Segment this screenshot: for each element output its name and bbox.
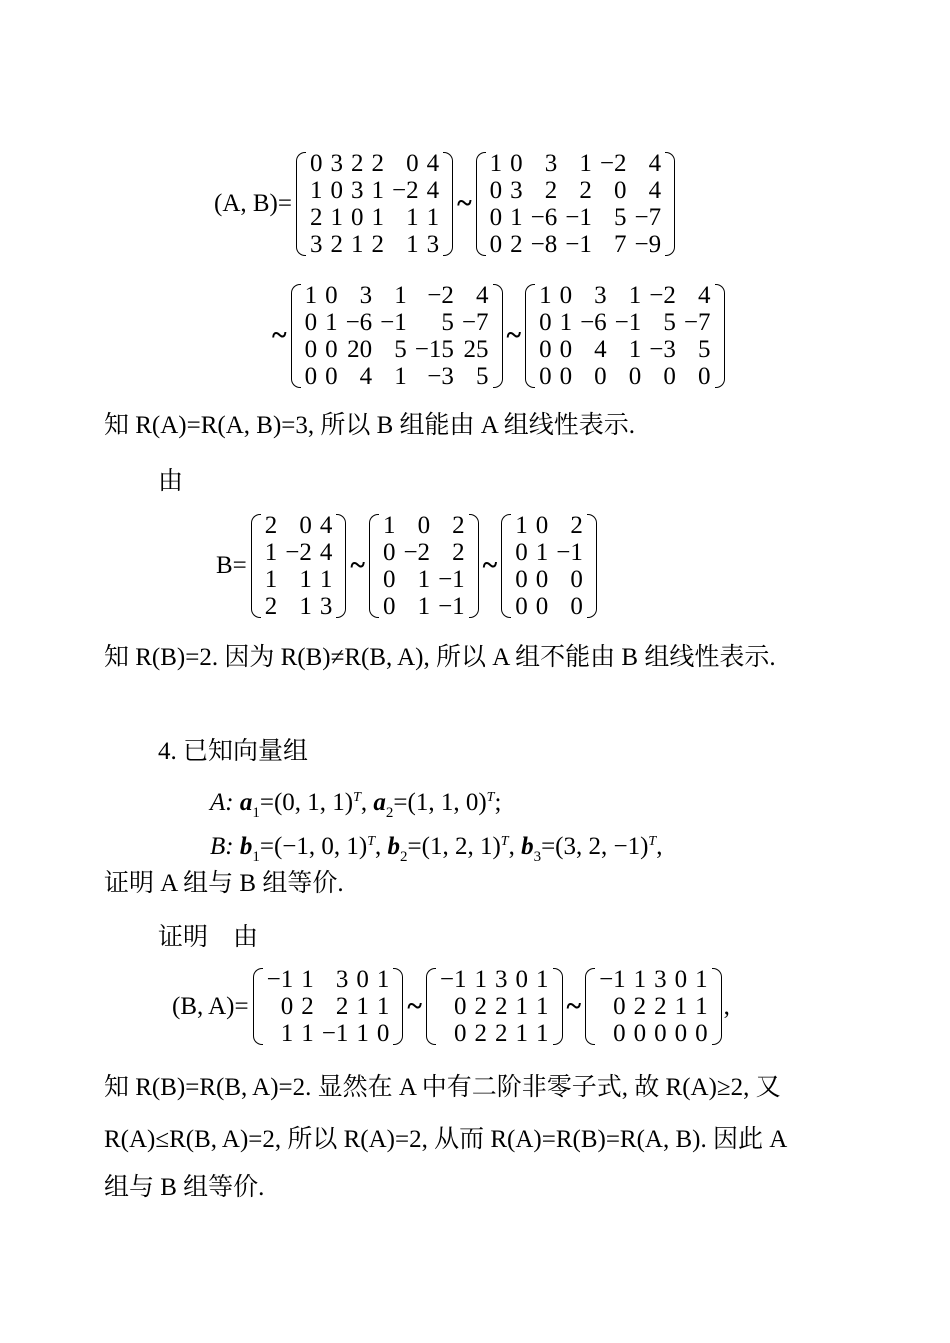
- b1-subscript: 1: [252, 849, 260, 865]
- matrix-entry: −1: [599, 966, 626, 993]
- matrix-entry: 0: [350, 204, 364, 231]
- matrix-entry: 0: [309, 150, 323, 177]
- tilde-symbol: ~: [350, 550, 365, 581]
- matrix-entry: −7: [461, 309, 489, 336]
- matrix-entry: 1: [426, 204, 440, 231]
- matrix-entry: 5: [394, 336, 407, 363]
- matrix-entry: 1: [309, 177, 323, 204]
- matrix-entry: −1: [438, 593, 465, 620]
- matrix-entry: 2: [264, 512, 278, 539]
- matrix-table: [486, 150, 665, 258]
- a1-value: =(0, 1, 1): [259, 789, 354, 816]
- matrix-row: [379, 539, 469, 566]
- matrix-entry: 0: [356, 966, 369, 993]
- matrix-entry: 4: [359, 363, 373, 390]
- group-a-label: A:: [210, 789, 234, 816]
- matrix-row: [261, 566, 337, 593]
- transpose-mark: T: [367, 834, 376, 849]
- matrix-row: [511, 539, 587, 566]
- matrix-entry: 0: [515, 593, 528, 620]
- b3-subscript: 3: [533, 849, 542, 865]
- matrix-entry: 1: [299, 566, 312, 593]
- tilde-symbol: ~: [482, 550, 498, 581]
- matrix-entry: −1: [556, 539, 583, 566]
- matrix-entry: 1: [376, 993, 390, 1020]
- matrix-entry: 2: [633, 993, 647, 1020]
- matrix-entry: 1: [674, 993, 688, 1020]
- matrix-entry: 3: [594, 282, 607, 309]
- matrix-entry: −6: [530, 204, 558, 231]
- matrix-entry: 0: [698, 363, 711, 390]
- lhs-ba: (B, A)=: [172, 992, 249, 1020]
- matrix-entry: 3: [335, 966, 349, 993]
- matrix-row: [263, 1020, 394, 1047]
- matrix-entry: −3: [649, 336, 676, 363]
- matrix-entry: 0: [304, 309, 318, 336]
- matrix-row: [301, 363, 493, 390]
- matrix-entry: −2: [599, 150, 627, 177]
- matrix-entry: 1: [350, 231, 364, 258]
- matrix-table: [436, 966, 553, 1047]
- tilde-symbol: ~: [457, 188, 472, 219]
- vector-b2: b: [387, 833, 401, 860]
- matrix-entry: 1: [299, 593, 312, 620]
- paragraph-you: 由: [158, 468, 184, 495]
- matrix-entry: 4: [648, 177, 662, 204]
- matrix-entry: 1: [325, 309, 338, 336]
- matrix-entry: 0: [454, 1020, 467, 1047]
- matrix-entry: 0: [539, 363, 552, 390]
- matrix-row: [261, 512, 337, 539]
- matrix: [585, 966, 722, 1047]
- matrix-entry: 0: [304, 336, 318, 363]
- lhs-ab: (A, B)=: [214, 190, 292, 217]
- matrix-entry: 1: [264, 566, 278, 593]
- matrix-entry: 1: [280, 1020, 294, 1047]
- matrix-entry: 4: [648, 150, 662, 177]
- matrix-row: [436, 966, 553, 993]
- matrix-entry: 0: [382, 566, 396, 593]
- matrix-entry: −2: [403, 539, 431, 566]
- matrix: [291, 282, 503, 390]
- matrix-entry: 0: [304, 363, 318, 390]
- matrix-entry: 0: [674, 966, 688, 993]
- matrix-entry: 2: [330, 231, 343, 258]
- transpose-mark: T: [648, 834, 657, 849]
- matrix-entry: 3: [495, 966, 508, 993]
- matrix-entry: −8: [530, 231, 558, 258]
- matrix-row: [486, 150, 665, 177]
- matrix-entry: 1: [628, 336, 642, 363]
- matrix-entry: 4: [319, 512, 333, 539]
- vector-a1: a: [239, 789, 253, 816]
- matrix-entry: 1: [515, 1020, 528, 1047]
- matrix-row: [301, 336, 493, 363]
- matrix-entry: 0: [325, 363, 338, 390]
- matrix: [525, 282, 724, 390]
- matrix-entry: 1: [489, 150, 503, 177]
- matrix-entry: 0: [663, 363, 676, 390]
- matrix-entry: 0: [654, 1020, 667, 1047]
- matrix-entry: 5: [476, 363, 489, 390]
- matrix-entry: 1: [406, 231, 419, 258]
- lhs-b: B=: [216, 552, 247, 579]
- matrix-row: [379, 566, 469, 593]
- paragraph-rank-b: 知 R(B)=2. 因为 R(B)≠R(B, A), 所以 A 组不能由 B 组线性表示.: [104, 644, 776, 671]
- matrix-entry: −1: [438, 566, 465, 593]
- matrix-entry: 2: [544, 177, 558, 204]
- matrix-entry: −7: [634, 204, 662, 231]
- matrix-entry: 1: [633, 966, 647, 993]
- matrix-entry: 3: [510, 177, 523, 204]
- matrix-entry: 0: [382, 593, 396, 620]
- problem-4-title: [158, 736, 308, 768]
- matrix-entry: 2: [495, 993, 508, 1020]
- matrix-entry: 3: [359, 282, 373, 309]
- matrix-entry: 1: [371, 204, 384, 231]
- matrix-entry: 1: [536, 993, 549, 1020]
- matrix-row: [261, 593, 337, 620]
- matrix-row: [301, 282, 493, 309]
- matrix-entry: 0: [633, 1020, 647, 1047]
- matrix-row: [486, 177, 665, 204]
- problem-title: 已知向量组: [183, 738, 309, 765]
- matrix-entry: 3: [319, 593, 333, 620]
- matrix-entry: 0: [417, 512, 431, 539]
- vector-a2: a: [373, 789, 386, 816]
- a1-subscript: 1: [252, 805, 260, 821]
- matrix-row: [595, 993, 712, 1020]
- matrix-entry: 0: [613, 177, 627, 204]
- matrix-entry: 0: [535, 593, 549, 620]
- matrix-entry: 1: [406, 204, 419, 231]
- matrix-entry: −2: [285, 539, 312, 566]
- matrix-table: [263, 966, 394, 1047]
- matrix-table: [511, 512, 587, 620]
- matrix-entry: 0: [406, 150, 419, 177]
- matrix-entry: 25: [463, 336, 489, 363]
- matrix-row: [595, 1020, 712, 1047]
- matrix-entry: −1: [565, 204, 592, 231]
- matrix-entry: 0: [695, 1020, 708, 1047]
- matrix-entry: 1: [356, 1020, 369, 1047]
- matrix-entry: 2: [579, 177, 592, 204]
- matrix-entry: 2: [301, 993, 314, 1020]
- matrix-table: [379, 512, 469, 620]
- matrix-entry: −6: [580, 309, 607, 336]
- matrix-row: [595, 966, 712, 993]
- matrix-entry: −15: [414, 336, 454, 363]
- matrix-row: [379, 512, 469, 539]
- tilde-symbol: ~: [407, 990, 422, 1022]
- matrix-row: [379, 593, 469, 620]
- b1-value: =(−1, 0, 1): [259, 833, 368, 860]
- matrix-entry: 1: [695, 993, 708, 1020]
- matrix-entry: 1: [510, 204, 523, 231]
- matrix-entry: 0: [570, 566, 583, 593]
- vector-group-a: A: $a_1=(0$, 1, 1)$^T$, $a_2=(1$, 1, 0)$^T$;: [210, 789, 502, 821]
- matrix-entry: 1: [264, 539, 278, 566]
- matrix-entry: 1: [515, 512, 528, 539]
- matrix-entry: −1: [614, 309, 642, 336]
- matrix-row: [301, 309, 493, 336]
- b3-value: =(3, 2, −1): [541, 833, 649, 860]
- matrix-entry: 2: [335, 993, 349, 1020]
- transpose-mark: T: [486, 790, 495, 805]
- matrix-entry: −1: [439, 966, 467, 993]
- matrix-entry: 0: [535, 512, 549, 539]
- matrix-entry: −1: [266, 966, 294, 993]
- matrix-entry: 2: [654, 993, 667, 1020]
- matrix-entry: 0: [325, 336, 338, 363]
- vector-b1: b: [239, 833, 253, 860]
- matrix-entry: 0: [330, 177, 343, 204]
- paragraph-conclusion-line2: R(A)≤R(B, A)=2, 所以 R(A)=2, 从而 R(A)=R(B)=R(A, B). 因此 A: [104, 1126, 788, 1153]
- matrix-entry: 0: [515, 566, 528, 593]
- matrix-entry: 2: [452, 539, 465, 566]
- matrix-entry: −1: [380, 309, 407, 336]
- matrix-entry: 0: [674, 1020, 688, 1047]
- matrix-entry: 2: [474, 1020, 487, 1047]
- problem-statement: 证明 A 组与 B 组等价.: [104, 870, 344, 897]
- matrix-entry: 4: [594, 336, 607, 363]
- a2-value: =(1, 1, 0): [393, 789, 487, 816]
- group-b-label: B:: [210, 833, 234, 860]
- b2-value: =(1, 2, 1): [407, 833, 501, 860]
- matrix-row: [306, 177, 443, 204]
- matrix-entry: 0: [559, 363, 573, 390]
- matrix-entry: 1: [559, 309, 573, 336]
- matrix-entry: 3: [544, 150, 558, 177]
- matrix-entry: 4: [698, 282, 711, 309]
- matrix-entry: 1: [535, 539, 549, 566]
- matrix-entry: 2: [264, 593, 278, 620]
- matrix-entry: 1: [304, 282, 318, 309]
- matrix-entry: 2: [570, 512, 583, 539]
- matrix-entry: −3: [427, 363, 454, 390]
- matrix-entry: 2: [495, 1020, 508, 1047]
- matrix-entry: 20: [347, 336, 373, 363]
- matrix-entry: 2: [474, 993, 487, 1020]
- matrix-row: [261, 539, 337, 566]
- b2-subscript: 2: [400, 849, 408, 865]
- matrix-row: [535, 336, 714, 363]
- matrix-equation-ab-row2: [268, 282, 725, 390]
- matrix-row: [436, 993, 553, 1020]
- matrix-entry: −7: [683, 309, 711, 336]
- matrix-entry: 0: [515, 966, 528, 993]
- matrix-entry: 0: [299, 512, 312, 539]
- matrix-entry: 0: [280, 993, 294, 1020]
- matrix: [501, 512, 597, 620]
- matrix-entry: 1: [330, 204, 343, 231]
- matrix-entry: 4: [426, 177, 440, 204]
- matrix-entry: 1: [301, 1020, 314, 1047]
- matrix-table: [306, 150, 443, 258]
- matrix-entry: 4: [476, 282, 489, 309]
- matrix-table: [301, 282, 493, 390]
- matrix-row: [486, 231, 665, 258]
- matrix-entry: 2: [309, 204, 323, 231]
- matrix-equation-ba: [172, 966, 730, 1047]
- matrix-entry: 0: [539, 309, 552, 336]
- matrix: [251, 512, 347, 620]
- matrix-entry: 1: [579, 150, 592, 177]
- matrix: [426, 966, 563, 1047]
- matrix-entry: 1: [417, 566, 431, 593]
- matrix-entry: 1: [319, 566, 333, 593]
- matrix-entry: −2: [427, 282, 454, 309]
- matrix-entry: 1: [394, 282, 407, 309]
- matrix-entry: 2: [510, 231, 523, 258]
- matrix-entry: 1: [301, 966, 314, 993]
- matrix-entry: −1: [321, 1020, 349, 1047]
- matrix: [369, 512, 479, 620]
- matrix-entry: 0: [489, 231, 503, 258]
- matrix: [296, 150, 453, 258]
- matrix-entry: 0: [489, 177, 503, 204]
- line-b-end: ,: [656, 833, 663, 860]
- matrix-row: [511, 566, 587, 593]
- matrix-entry: 0: [489, 204, 503, 231]
- matrix-entry: 0: [376, 1020, 390, 1047]
- line-a-end: ;: [494, 789, 502, 816]
- matrix-entry: 0: [570, 593, 583, 620]
- proof-heading: 证明 由: [158, 924, 259, 951]
- matrix-entry: 5: [663, 309, 676, 336]
- matrix-entry: 0: [559, 282, 573, 309]
- matrix: [476, 150, 675, 258]
- matrix-entry: 1: [515, 993, 528, 1020]
- matrix-row: [486, 204, 665, 231]
- paragraph-conclusion-line3: 组与 B 组等价.: [104, 1174, 265, 1201]
- matrix-row: [535, 363, 714, 390]
- matrix-row: [263, 966, 394, 993]
- matrix-entry: 0: [613, 1020, 626, 1047]
- matrix-entry: 2: [452, 512, 465, 539]
- matrix-entry: 1: [371, 177, 384, 204]
- matrix-entry: 1: [356, 993, 369, 1020]
- matrix-entry: 3: [309, 231, 323, 258]
- matrix-entry: 1: [695, 966, 708, 993]
- matrix-row: [436, 1020, 553, 1047]
- matrix-entry: 3: [350, 177, 364, 204]
- paragraph-conclusion-line1: 知 R(B)=R(B, A)=2. 显然在 A 中有二阶非零子式, 故 R(A)≥2, 又: [104, 1074, 781, 1101]
- vector-b3: b: [521, 833, 534, 860]
- matrix-entry: 5: [613, 204, 627, 231]
- matrix-entry: 1: [394, 363, 407, 390]
- matrix-row: [306, 150, 443, 177]
- tilde-symbol: ~: [506, 320, 522, 351]
- matrix-entry: 2: [350, 150, 364, 177]
- matrix-entry: 0: [594, 363, 607, 390]
- matrix-entry: 3: [654, 966, 667, 993]
- matrix: [253, 966, 404, 1047]
- matrix-entry: 0: [539, 336, 552, 363]
- matrix-entry: 7: [613, 231, 627, 258]
- a2-subscript: 2: [385, 805, 394, 821]
- matrix-entry: 3: [330, 150, 343, 177]
- matrix-entry: 4: [319, 539, 333, 566]
- matrix-entry: −6: [345, 309, 373, 336]
- trailing-comma: ,: [723, 992, 730, 1020]
- matrix-entry: 0: [613, 993, 626, 1020]
- matrix-table: [261, 512, 337, 620]
- problem-number: 4.: [158, 738, 177, 765]
- matrix-equation-b: [216, 512, 597, 620]
- matrix-entry: 0: [515, 539, 528, 566]
- matrix-entry: −9: [634, 231, 662, 258]
- matrix-row: [535, 309, 714, 336]
- matrix-entry: 0: [559, 336, 573, 363]
- matrix-row: [306, 231, 443, 258]
- matrix-table: [535, 282, 714, 390]
- matrix-entry: −2: [649, 282, 676, 309]
- tilde-symbol: ~: [272, 320, 287, 351]
- matrix-entry: 1: [628, 282, 642, 309]
- matrix-table: [595, 966, 712, 1047]
- matrix-entry: 1: [474, 966, 487, 993]
- matrix-equation-ab-row1: [214, 150, 675, 258]
- transpose-mark: T: [500, 834, 509, 849]
- matrix-row: [511, 593, 587, 620]
- matrix-entry: 0: [325, 282, 338, 309]
- matrix-entry: 5: [698, 336, 711, 363]
- matrix-row: [535, 282, 714, 309]
- transpose-mark: T: [353, 790, 361, 805]
- matrix-entry: 2: [371, 150, 384, 177]
- matrix-entry: 4: [426, 150, 440, 177]
- matrix-entry: 5: [441, 309, 454, 336]
- matrix-entry: 0: [454, 993, 467, 1020]
- matrix-entry: 0: [510, 150, 523, 177]
- matrix-row: [511, 512, 587, 539]
- matrix-entry: 1: [382, 512, 396, 539]
- matrix-entry: 1: [536, 966, 549, 993]
- matrix-row: [263, 993, 394, 1020]
- tilde-symbol: ~: [566, 990, 582, 1022]
- matrix-entry: 1: [539, 282, 552, 309]
- matrix-entry: 2: [371, 231, 384, 258]
- matrix-entry: 1: [417, 593, 431, 620]
- matrix-entry: 0: [382, 539, 396, 566]
- matrix-entry: 1: [376, 966, 390, 993]
- matrix-entry: −2: [391, 177, 419, 204]
- paragraph-rank-ab: 知 R(A)=R(A, B)=3, 所以 B 组能由 A 组线性表示.: [104, 412, 635, 439]
- matrix-entry: −1: [565, 231, 592, 258]
- matrix-entry: 1: [536, 1020, 549, 1047]
- vector-group-b: B: $b_1=(-1$, 0, 1)$^T$, $b_2=(1$, 2, 1)$^T$, $b_3=(3$, 2, −1)$^T$,: [210, 833, 663, 865]
- matrix-row: [306, 204, 443, 231]
- matrix-entry: 0: [535, 566, 549, 593]
- matrix-entry: 3: [426, 231, 440, 258]
- matrix-entry: 0: [628, 363, 642, 390]
